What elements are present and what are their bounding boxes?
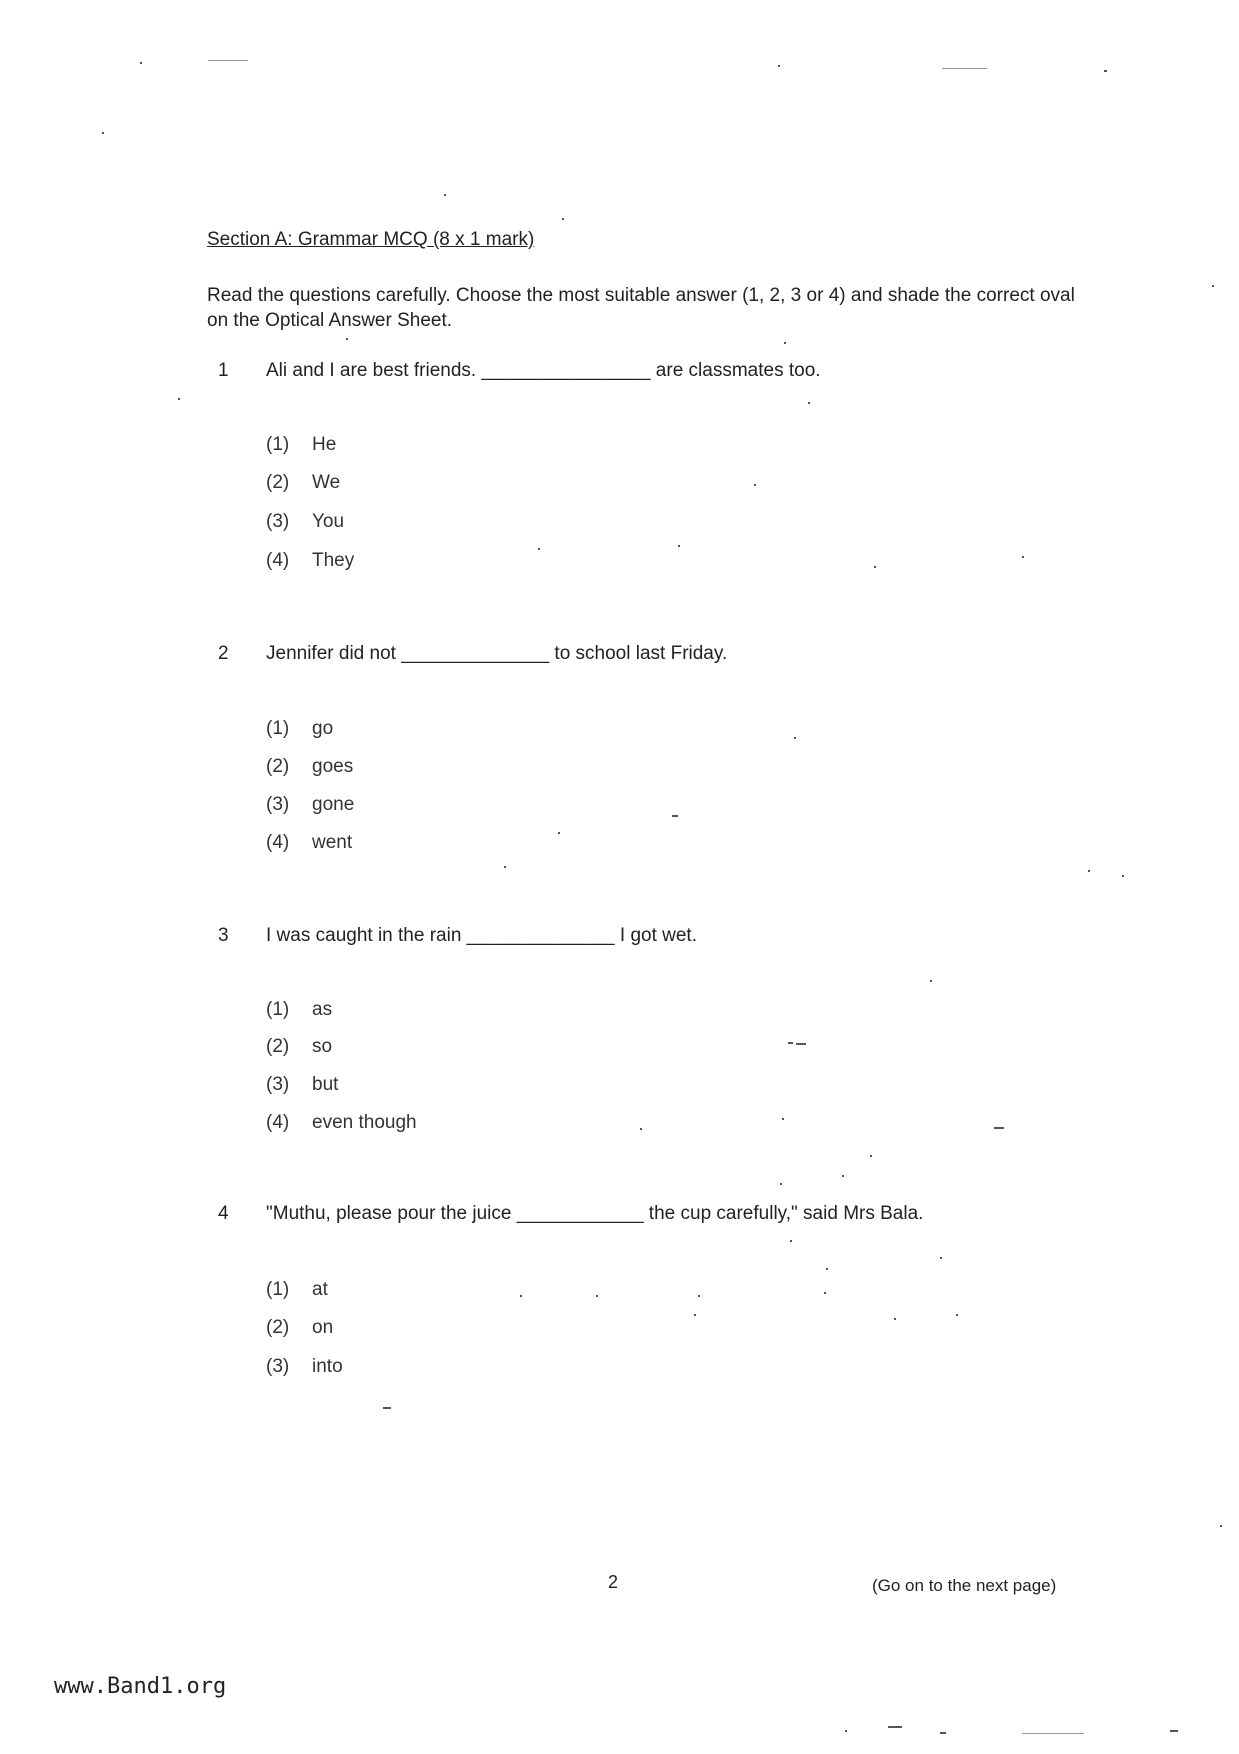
scan-speck [640,1128,642,1130]
option-text: They [312,550,355,571]
question-number: 1 [218,360,229,381]
scan-speck [1022,1733,1084,1734]
scan-speck [942,68,987,69]
scan-speck [874,566,876,568]
scan-speck [538,548,540,550]
scan-speck [558,832,560,834]
question-text: I was caught in the rain ______________ I got wet. [266,925,697,946]
scan-speck [754,484,756,486]
scan-speck [383,1407,391,1409]
scan-speck [956,1314,958,1316]
scan-speck [520,1295,522,1297]
section-instructions: Read the questions carefully. Choose the most suitable answer (1, 2, 3 or 4) and shade the correct oval on the Optical Answer Sheet. [207,285,1075,331]
answer-option [266,832,352,854]
answer-option [266,1279,328,1301]
scan-speck [870,1155,872,1157]
option-number: (4) [266,1112,290,1133]
scan-speck [596,1295,598,1297]
scan-speck [444,194,446,196]
option-number: (2) [266,1036,290,1057]
scan-speck [778,65,780,67]
scan-speck [994,1127,1004,1129]
scan-speck [894,1318,896,1320]
option-text: You [312,511,345,532]
question-text: Jennifer did not ______________ to school last Friday. [266,643,728,664]
scan-speck [504,866,506,868]
option-text: so [312,1036,333,1057]
scan-speck [824,1292,826,1294]
option-number: (1) [266,434,290,455]
option-number: (3) [266,1074,290,1095]
option-number: (4) [266,550,290,571]
scan-speck [1104,70,1107,72]
scan-speck [346,338,348,340]
scan-speck [796,1043,806,1045]
scan-speck [808,402,810,404]
scan-speck [208,60,248,61]
option-number: (1) [266,999,290,1020]
answer-option [266,511,344,533]
scan-speck [845,1730,847,1732]
question-number: 2 [218,643,229,664]
scan-speck [826,1268,828,1270]
scan-speck [788,1042,793,1044]
site-watermark: www.Band1.org [54,1674,227,1699]
scan-speck [1088,870,1090,872]
option-number: (3) [266,1356,290,1377]
answer-option [266,1112,417,1134]
question-text: Ali and I are best friends. ________________ are classmates too. [266,360,821,381]
scan-speck [1122,875,1124,877]
scan-speck [1170,1730,1178,1732]
scan-speck [930,980,932,982]
answer-option [266,1036,332,1058]
scan-speck [940,1732,946,1734]
option-text: even though [312,1112,417,1133]
option-text: went [312,832,353,853]
option-text: but [312,1074,339,1095]
continue-note: (Go on to the next page) [872,1576,1057,1595]
option-number: (1) [266,718,290,739]
scan-speck [888,1726,902,1728]
option-text: as [312,999,333,1020]
scan-speck [782,1118,784,1120]
scan-speck [940,1257,942,1259]
scan-speck [678,545,680,547]
scan-speck [1022,556,1024,558]
option-number: (1) [266,1279,290,1300]
option-number: (4) [266,832,290,853]
answer-option [266,756,353,778]
scan-speck [698,1295,700,1297]
answer-option [266,794,354,816]
option-text: into [312,1356,343,1377]
option-text: gone [312,794,355,815]
option-number: (2) [266,756,290,777]
scan-speck [790,1240,792,1242]
answer-option [266,1074,338,1096]
answer-option [266,434,336,456]
section-title: Section A: Grammar MCQ (8 x 1 mark) [207,229,535,250]
answer-option [266,999,332,1021]
scan-speck [102,132,104,134]
question-number: 4 [218,1203,229,1224]
answer-option [266,718,333,740]
option-text: on [312,1317,334,1338]
scan-speck [794,737,796,739]
scan-speck [1220,1525,1222,1527]
answer-option [266,550,354,572]
scan-speck [1212,285,1214,287]
scan-speck [562,218,564,220]
option-text: go [312,718,334,739]
option-text: He [312,434,337,455]
option-number: (2) [266,1317,290,1338]
scan-speck [140,62,142,64]
option-text: We [312,472,341,493]
scan-speck [672,815,678,817]
answer-option [266,1317,333,1339]
option-text: goes [312,756,354,777]
scan-speck [784,342,786,344]
scan-speck [178,398,180,400]
option-number: (2) [266,472,290,493]
answer-option [266,472,340,494]
option-number: (3) [266,511,290,532]
question-text: "Muthu, please pour the juice ____________ the cup carefully," said Mrs Bala. [266,1203,924,1224]
scan-speck [694,1314,696,1316]
answer-option [266,1356,343,1378]
option-text: at [312,1279,328,1300]
scan-speck [842,1175,844,1177]
question-number: 3 [218,925,229,946]
option-number: (3) [266,794,290,815]
scan-speck [780,1183,782,1185]
page-number: 2 [608,1572,619,1592]
